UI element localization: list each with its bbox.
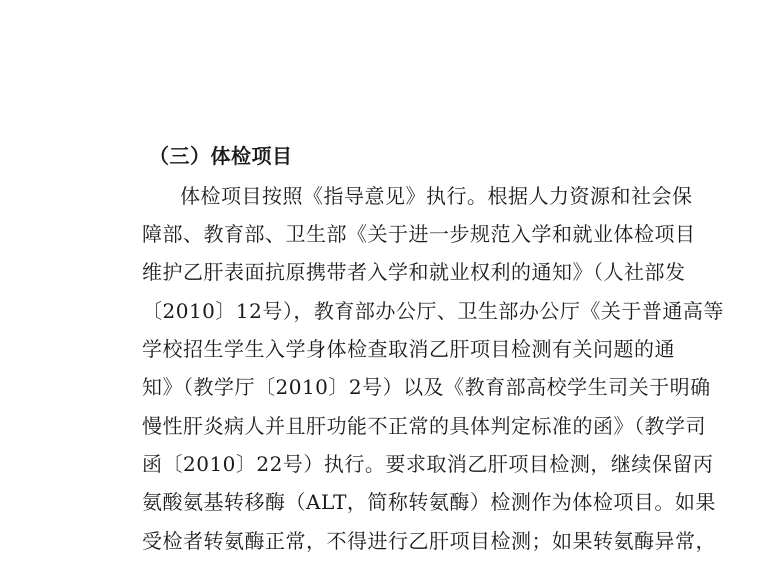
paragraph-line: 体检项目按照《指导意见》执行。根据人力资源和社会保 [180, 184, 693, 208]
paragraph-line: 知》（教学厅〔2010〕2号）以及《教育部高校学生司关于明确 [142, 375, 711, 399]
paragraph-line: 〔2010〕12号），教育部办公厅、卫生部办公厅《关于普通高等 [142, 299, 724, 323]
paragraph-line: 受检者转氨酶正常，不得进行乙肝项目检测；如果转氨酶异常， [142, 529, 716, 553]
paragraph-line: 氨酸氨基转移酶（ALT，简称转氨酶）检测作为体检项目。如果 [142, 490, 716, 514]
paragraph-line: 维护乙肝表面抗原携带者入学和就业权利的通知》（人社部发 [142, 260, 686, 284]
section-heading: （三）体检项目 [149, 144, 293, 168]
paragraph-line: 障部、教育部、卫生部《关于进一步规范入学和就业体检项目 [142, 222, 696, 246]
paragraph-line: 慢性肝炎病人并且肝功能不正常的具体判定标准的函》（教学司 [142, 414, 706, 438]
paragraph-line: 函〔2010〕22号）执行。要求取消乙肝项目检测，继续保留丙 [142, 452, 714, 476]
paragraph-line: 学校招生学生入学身体检查取消乙肝项目检测有关问题的通 [142, 337, 675, 361]
